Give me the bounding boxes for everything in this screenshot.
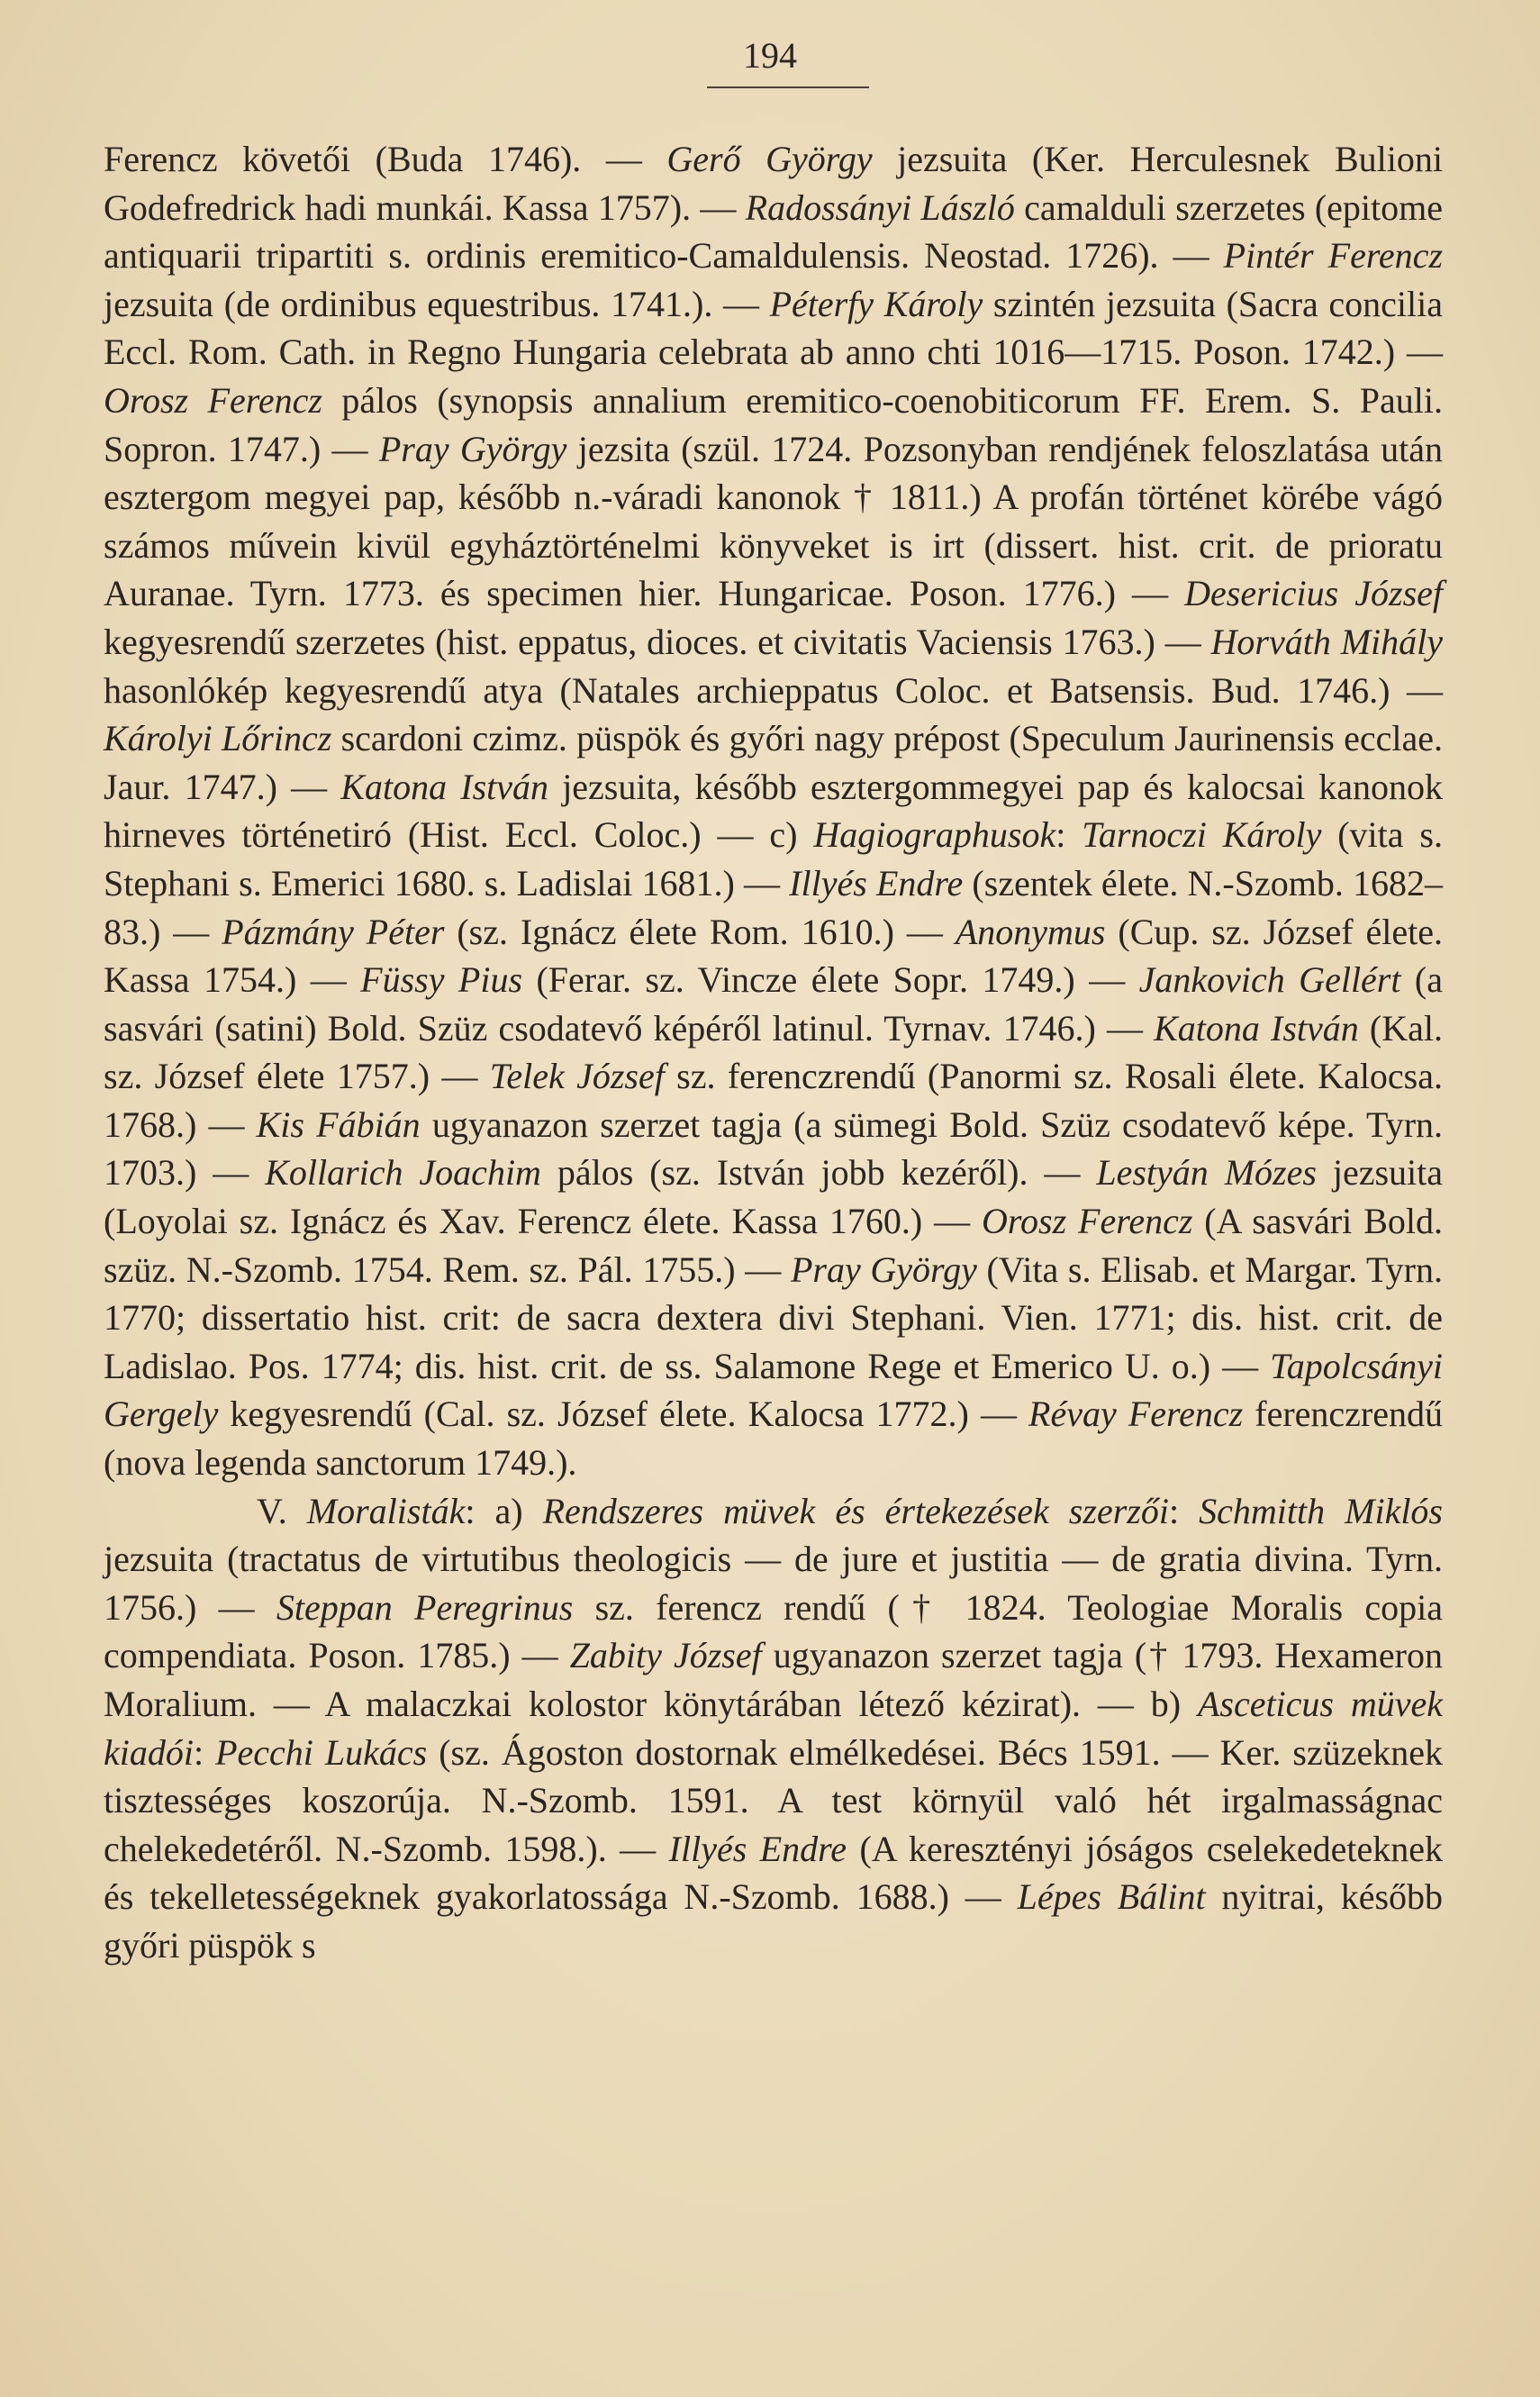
text-run: (Kal. sz. József élete 1757.) — [104, 1007, 1443, 1097]
page-number: 194 [743, 35, 797, 76]
text-run: kegyesrendű szerzetes (hist. eppatus, dioces. et civitatis Vaciensis 1763.) — [104, 621, 1211, 662]
text-run: ugyanazon szerzet tagja († 1793. Hexameron Moralium. — A malaczkai kolostor könytárában létező kézirat). — b) [104, 1635, 1443, 1724]
italic-name: Anonymus [955, 911, 1106, 952]
italic-name: Steppan Peregrinus [276, 1586, 574, 1628]
text-run: camalduli szerzetes (epitome antiquarii tripartiti s. ordinis eremitico-Camaldulensis. Neostad. 1726). — [104, 186, 1443, 277]
italic-name: Gerő György [666, 139, 873, 179]
italic-name: Pray György [790, 1248, 977, 1290]
text-run: nyitrai, később győri püspök s [104, 1876, 1444, 1966]
text-run: (Cup. sz. József élete. Kassa 1754.) — [104, 911, 1443, 1001]
italic-name: Telek József [489, 1056, 665, 1097]
text-run: (szentek élete. N.-Szomb. 1682–83.) — [104, 862, 1443, 952]
text-run: kegyesrendű (Cal. sz. József élete. Kalocsa 1772.) — [218, 1394, 1029, 1435]
text-run: pálos (sz. István jobb kezéről). — [540, 1152, 1097, 1194]
text-run: (Vita s. Elisab. et Margar. Tyrn. 1770; dissertatio hist. crit: de sacra dextera divi Stephani. Vien. 1771; dis. hist. crit. de Ladislao. Pos. 1774; dis. hist. crit. de ss. Salamone Rege et Emerico U. o.) — [104, 1248, 1443, 1386]
italic-name: Rendszeres müvek és értekezések szerzői [542, 1490, 1169, 1531]
italic-name: Lestyán Mózes [1096, 1152, 1317, 1194]
italic-name: Pecchi Lukács [215, 1731, 428, 1773]
text-run: ugyanazon szerzet tagja (a sümegi Bold. Szüz csodatevő képe. Tyrn. 1703.) — [104, 1103, 1444, 1194]
italic-name: Jankovich Gellért [1138, 959, 1401, 1001]
italic-name: Tarnoczi Károly [1082, 814, 1322, 856]
italic-name: Schmitth Miklós [1199, 1490, 1443, 1531]
italic-name: Illyés Endre [668, 1828, 847, 1869]
italic-name: Moralisták [306, 1490, 466, 1531]
text-run: (sz. Ignácz élete Rom. 1610.) — [444, 911, 956, 952]
paragraph [104, 1487, 1443, 1970]
italic-name: Katona István [340, 766, 549, 807]
text-run: (vita s. Stephani s. Emerici 1680. s. Ladislai 1681.) — [104, 814, 1443, 903]
italic-name: Orosz Ferencz [104, 379, 322, 421]
body-text [104, 135, 1443, 1970]
text-run: hasonlókép kegyesrendű atya (Natales archieppatus Coloc. et Batsensis. Bud. 1746.) — [104, 669, 1443, 711]
italic-name: Katona István [1154, 1007, 1359, 1049]
text-run: : [1168, 1490, 1200, 1531]
italic-name: Radossányi László [745, 186, 1015, 228]
text-run: : [193, 1731, 216, 1773]
italic-name: Desericius József [1184, 573, 1444, 614]
text-run: ferenczrendű (nova legenda sanctorum 1749.). [104, 1394, 1443, 1484]
text-run: scardoni czimz. püspök és győri nagy prépost (Speculum Jaurinensis ecclae. Jaur. 1747.) — [104, 718, 1443, 807]
italic-name: Lépes Bálint [1017, 1876, 1206, 1918]
text-run: pálos (synopsis annalium eremitico-coenobiticorum FF. Erem. S. Pauli. Sopron. 1747.) — [104, 379, 1443, 469]
italic-name: Orosz Ferencz [982, 1201, 1193, 1242]
text-run: (Ferar. sz. Vincze élete Sopr. 1749.) — [522, 959, 1139, 1001]
text-run: (a sasvári (satini) Bold. Szüz csodatevő képéről latinul. Tyrnav. 1746.) — [104, 959, 1444, 1049]
italic-name: Illyés Endre [789, 862, 964, 903]
italic-name: Pintér Ferencz [1223, 235, 1444, 277]
italic-name: Asceticus müvek kiadói [104, 1684, 1444, 1773]
paragraph [104, 135, 1443, 1487]
text-run: Ferencz követői (Buda 1746). — [104, 139, 667, 179]
text-run: (A keresztényi jóságos cselekedeteknek és tekelletességeknek gyakorlatossága N.-Szomb. 1688.) — [104, 1828, 1443, 1918]
italic-name: Zabity József [569, 1635, 762, 1676]
italic-name: Kollarich Joachim [265, 1152, 541, 1194]
text-run: sz. ferenczrendű (Panormi sz. Rosali élete. Kalocsa. 1768.) — [104, 1056, 1444, 1145]
italic-name: Füssy Pius [360, 959, 523, 1001]
italic-name: Kis Fábián [256, 1103, 421, 1145]
text-run: sz. ferencz rendű († 1824. Teologiae Moralis copia compendiata. Poson. 1785.) — [104, 1586, 1443, 1676]
text-run: szintén jezsuita (Sacra concilia Eccl. Rom. Cath. in Regno Hungaria celebrata ab anno chti 1016—1715. Poson. 1742.) — [104, 283, 1443, 373]
italic-name: Révay Ferencz [1028, 1394, 1244, 1435]
italic-name: Károlyi Lőrincz [104, 718, 332, 759]
text-run: jezsuita (Loyolai sz. Ignácz és Xav. Ferencz élete. Kassa 1760.) — [104, 1152, 1444, 1242]
text-run: jezsuita (Ker. Herculesnek Bulioni Godefredrick hadi munkái. Kassa 1757). — [104, 139, 1443, 228]
text-run: jezsuita, később esztergommegyei pap és kalocsai kanonok hirneves történetiró (Hist. Eccl. Coloc.) — c) [104, 766, 1443, 856]
header-rule [707, 86, 869, 88]
italic-name: Pázmány Péter [222, 911, 445, 952]
italic-name: Hagiographusok [813, 814, 1056, 856]
text-run: : a) [465, 1490, 543, 1531]
text-run: jezsuita (tractatus de virtutibus theologicis — de jure et justitia — de gratia divina. Tyrn. 1756.) — [104, 1539, 1443, 1628]
italic-name: Tapolcsányi Gergely [104, 1345, 1443, 1435]
text-run: jezsuita (de ordinibus equestribus. 1741.). — [104, 283, 770, 324]
italic-name: Pray György [378, 428, 567, 469]
text-run: (sz. Ágoston dostornak elmélkedései. Bécs 1591. — Ker. szüzeknek tisztességes koszorúja. N.-Szomb. 1591. A test környül való hét irgalmasságnac chelekedetéről. N.-Szomb. 1598.). — [104, 1731, 1443, 1869]
text-run: : [1055, 814, 1083, 856]
text-run: (A sasvári Bold. szüz. N.-Szomb. 1754. Rem. sz. Pál. 1755.) — [104, 1201, 1443, 1290]
text-run: V. [257, 1490, 307, 1531]
italic-name: Péterfy Károly [769, 283, 983, 324]
italic-name: Horváth Mihály [1210, 621, 1444, 662]
text-run: jezsita (szül. 1724. Pozsonyban rendjének feloszlatása után esztergom megyei pap, később n.-váradi kanonok † 1811.) A profán történet körébe vágó számos művein kivül egyháztörténelmi könyveket is irt (dissert. hist. crit. de prioratu Auranae. Tyrn. 1773. és specimen hier. Hungaricae. Poson. 1776.) — [104, 428, 1444, 614]
